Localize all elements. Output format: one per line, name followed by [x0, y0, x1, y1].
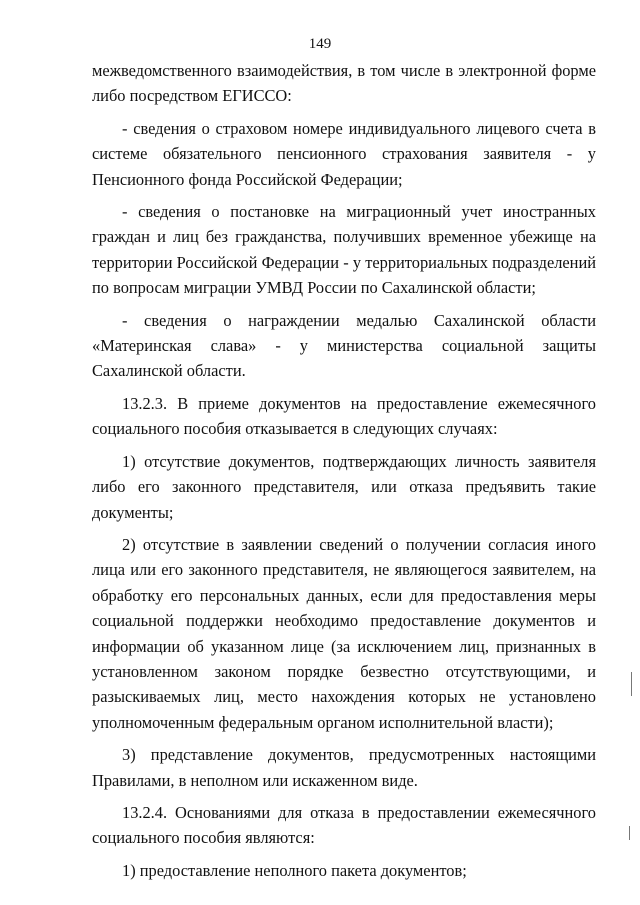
paragraph-migration: - сведения о постановке на миграционный учет иностранных граждан и лиц без гражданства, получивших временное убежище на территории Российской Федерации - у территориальных подразделений по вопросам миграции УМВД России по Сахалинской области; [92, 202, 596, 298]
paragraph-item-3: 3) представление документов, предусмотренных настоящими Правилами, в неполном или искаженном виде. [92, 745, 596, 790]
scan-artifact-mark [629, 826, 630, 840]
paragraph-13-2-3: 13.2.3. В приеме документов на предоставление ежемесячного социального пособия отказывается в следующих случаях: [92, 393, 596, 439]
paragraph-item-1: 1) отсутствие документов, подтверждающих личность заявителя либо его законного представителя, или отказа предъявить такие документы; [92, 451, 596, 522]
paragraph-item-2: 2) отсутствие в заявлении сведений о получении согласия иного лица или его законного представителя, не являющегося заявителем, на обработку его персональных данных, если для предоставления меры социальной поддержки необходимо предоставление документов и информации об указанном лице (за исключением лиц, признанных в установленном законом порядке безвестно отсутствующими, и разыскиваемых лиц, место нахождения которых не установлено уполномоченным федеральным органом исполнительной власти); [92, 534, 596, 732]
paragraph-intro: межведомственного взаимодействия, в том числе в электронной форме либо посредством ЕГИССО: [92, 61, 596, 106]
document-body [92, 58, 596, 890]
scan-artifact-mark [631, 672, 632, 696]
paragraph-13-2-4: 13.2.4. Основаниями для отказа в предоставлении ежемесячного социального пособия являются: [92, 802, 596, 848]
paragraph-snils: - сведения о страховом номере индивидуального лицевого счета в системе обязательного пенсионного страхования заявителя - у Пенсионного фонда Российской Федерации; [92, 118, 596, 189]
paragraph-medal: - сведения о награждении медалью Сахалинской области «Материнская слава» - у министерства социальной защиты Сахалинской области. [92, 310, 596, 381]
page-number: 149 [308, 36, 332, 52]
paragraph-refusal-item-1: 1) предоставление неполного пакета документов; [122, 860, 467, 880]
